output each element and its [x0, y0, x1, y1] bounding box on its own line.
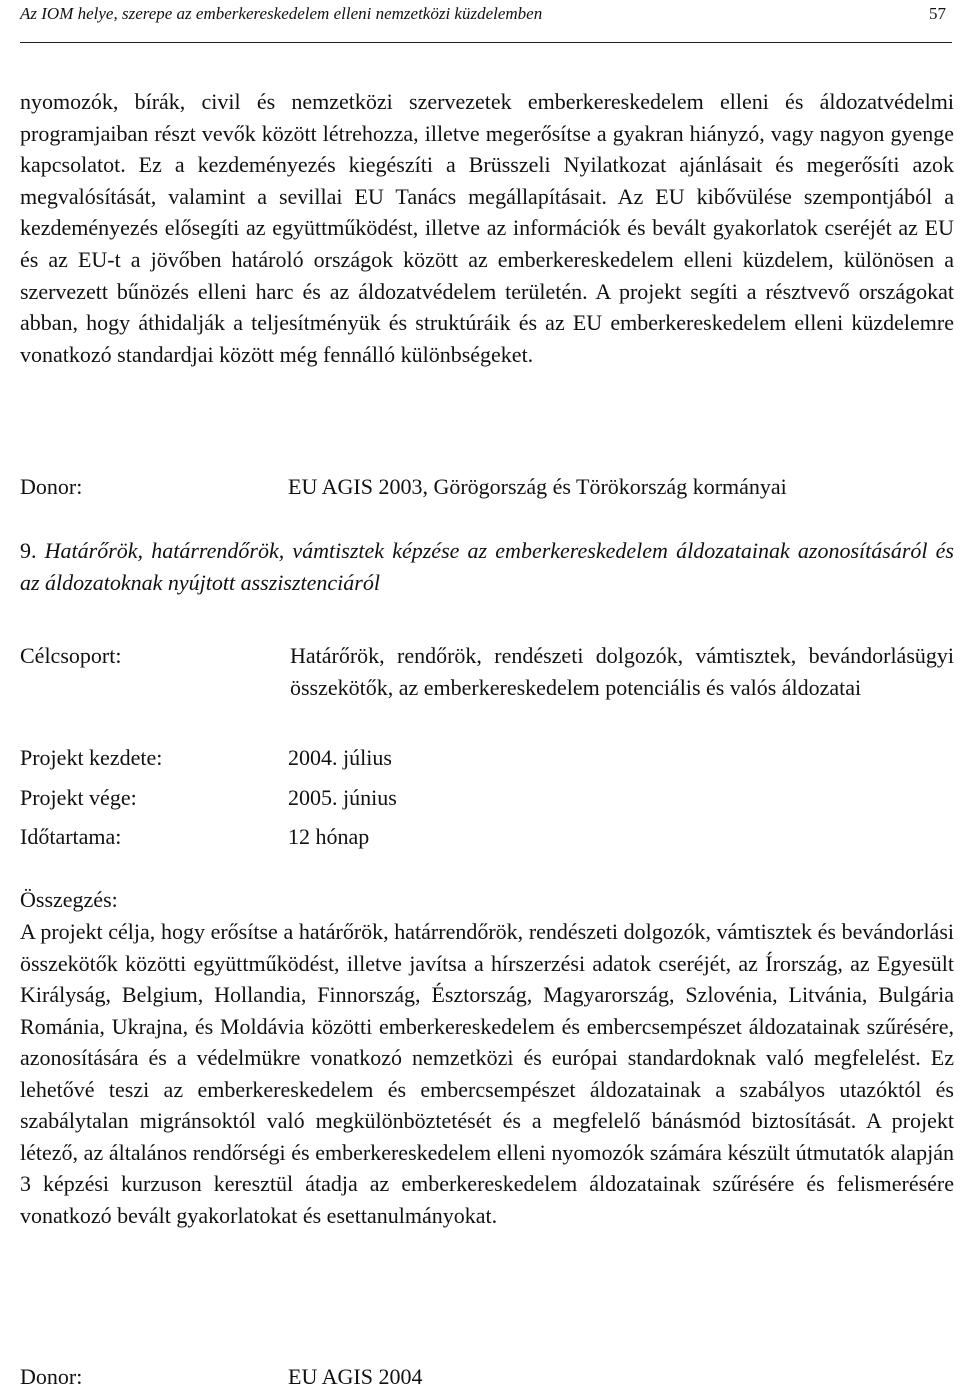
summary-label: Összegzés: — [20, 887, 118, 912]
donor2-label: Donor: — [20, 1364, 83, 1389]
end-label: Projekt vége: — [20, 785, 137, 810]
duration-label: Időtartama: — [20, 824, 122, 849]
section-title: Határőrök, határrendőrök, vámtisztek képzése az emberkereskedelem áldozatainak azonosításáról és az áldozatoknak nyújtott asszisztenciáról — [20, 538, 954, 595]
donor-label: Donor: — [20, 474, 83, 499]
target-group-label: Célcsoport: — [20, 643, 122, 668]
intro-paragraph: nyomozók, bírák, civil és nemzetközi szervezetek emberkereskedelem elleni és áldozatvédelmi programjaiban részt vevők között létrehozza, illetve megerősítse a gyakran hiányzó, vagy nagyon gyenge kapcsolatot. Ez a kezdeményezés kiegészíti a Brüsszeli Nyilatkozat ajánlásait és megerősíti azok megvalósítását, valamint a sevillai EU Tanács megállapításait. Az EU kibővülése szempontjából a kezdeményezés elősegíti az együttműködést, illetve az információk és bevált gyakorlatok cseréjét az EU és az EU-t a jövőben határoló országok között az emberkereskedelem elleni küzdelem, különösen a szervezett bűnözés elleni harc és az áldozatvédelem területén. A projekt segíti a résztvevő országokat abban, hogy áthidalják a teljesítményük és struktúráik és az EU emberkereskedelem elleni küzdelemre vonatkozó standardjai között még fennálló különbségeket. — [20, 89, 954, 367]
page-number: 57 — [929, 4, 946, 23]
summary-paragraph: A projekt célja, hogy erősítse a határőrök, határrendőrök, rendészeti dolgozók, vámtisztek és bevándorlási összekötők közötti együttműködést, illetve javítsa a hírszerzési adatok cseréjét, az Írország, az Egyesült Királyság, Belgium, Hollandia, Finnország, Észtország, Magyarország, Szlovénia, Litvánia, Bulgária Románia, Ukrajna, és Moldávia közötti emberkereskedelem és embercsempészet áldozatainak szűrésére, azonosítására és a védelmükre vonatkozó nemzetközi és európai standardoknak való megfelelést. Ez lehetővé teszi az emberkereskedelem és embercsempészet áldozatainak a szabályos utazóktól és szabálytalan migránsoktól való megkülönböztetését és a megfelelő bánásmód biztosítását. A projekt létező, az általános rendőrségi és emberkereskedelem elleni nyomozók számára készült útmutatók alapján 3 képzési kurzuson keresztül átadja az emberkereskedelem áldozatainak szűrésére és felismerésére vonatkozó bevált gyakorlatokat és esettanulmányokat. — [20, 919, 954, 1228]
target-group-value: Határőrök, rendőrök, rendészeti dolgozók, vámtisztek, bevándorlásügyi összekötők, az emberkereskedelem potenciális és valós áldozatai — [290, 643, 954, 700]
donor-value: EU AGIS 2003, Görögország és Törökország kormányai — [288, 474, 787, 499]
donor2-value: EU AGIS 2004 — [288, 1364, 423, 1389]
end-value: 2005. június — [288, 785, 397, 810]
section-number: 9. — [20, 538, 37, 563]
running-title: Az IOM helye, szerepe az emberkereskedelem elleni nemzetközi küzdelemben — [20, 4, 543, 23]
page-header — [20, 0, 952, 43]
duration-value: 12 hónap — [288, 824, 370, 849]
section-heading — [20, 535, 954, 598]
start-label: Projekt kezdete: — [20, 745, 163, 770]
start-value: 2004. július — [288, 745, 392, 770]
